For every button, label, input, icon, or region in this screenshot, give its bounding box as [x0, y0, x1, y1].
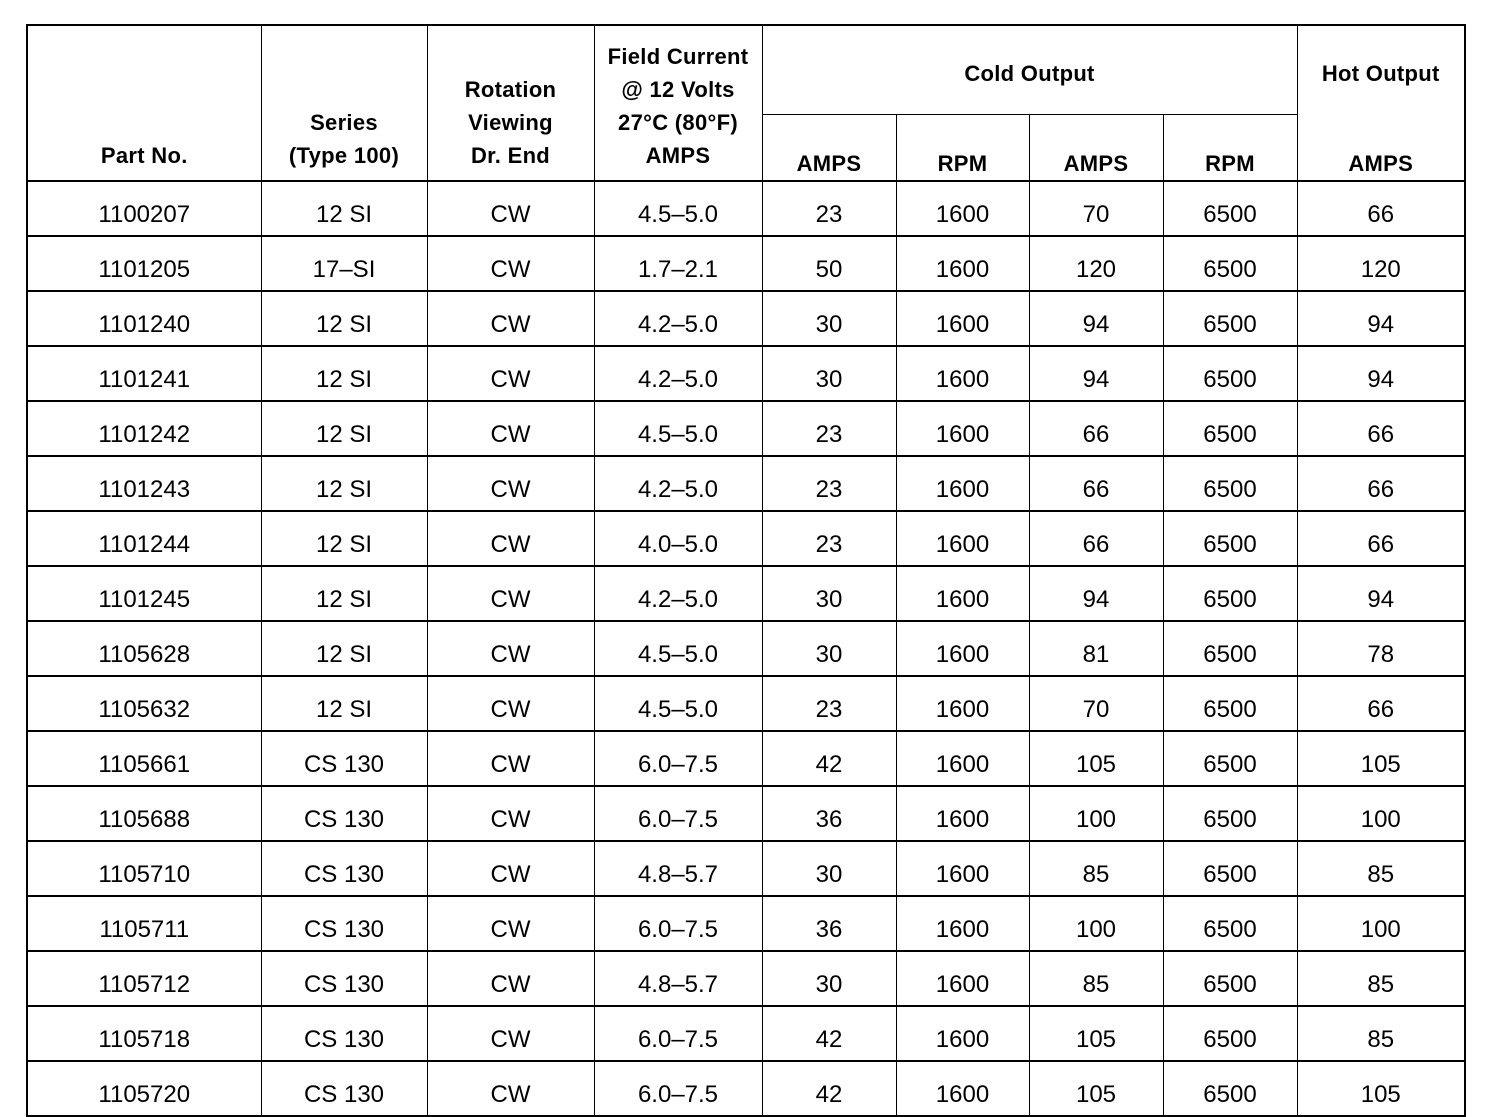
- cell-cold-amps-1: 36: [762, 786, 896, 841]
- table-row: [27, 291, 1465, 346]
- cell-hot-amps: 105: [1297, 731, 1465, 786]
- cell-rotation: CW: [427, 291, 594, 346]
- cell-cold-rpm-1: 1600: [896, 401, 1029, 456]
- header-hot-output: Hot Output: [1297, 25, 1465, 115]
- cell-cold-rpm-1: 1600: [896, 841, 1029, 896]
- cell-cold-amps-2: 120: [1029, 236, 1163, 291]
- cell-hot-amps: 78: [1297, 621, 1465, 676]
- cell-cold-rpm-1: 1600: [896, 346, 1029, 401]
- cell-cold-amps-1: 30: [762, 951, 896, 1006]
- cell-cold-rpm-1: 1600: [896, 181, 1029, 236]
- cell-cold-amps-1: 23: [762, 676, 896, 731]
- table-row: [27, 566, 1465, 621]
- table-row: [27, 676, 1465, 731]
- cell-rotation: CW: [427, 676, 594, 731]
- cell-field-current: 4.5–5.0: [594, 401, 762, 456]
- header-cold-amps-2: AMPS: [1029, 115, 1163, 182]
- cell-series: 12 SI: [261, 566, 427, 621]
- cell-field-current: 4.8–5.7: [594, 841, 762, 896]
- table-row: [27, 731, 1465, 786]
- cell-rotation: CW: [427, 1061, 594, 1116]
- cell-cold-rpm-1: 1600: [896, 731, 1029, 786]
- cell-rotation: CW: [427, 786, 594, 841]
- table-row: [27, 346, 1465, 401]
- cell-part-no: 1101241: [27, 346, 261, 401]
- cell-field-current: 4.0–5.0: [594, 511, 762, 566]
- cell-series: 12 SI: [261, 401, 427, 456]
- cell-series: CS 130: [261, 951, 427, 1006]
- cell-cold-rpm-2: 6500: [1163, 841, 1297, 896]
- cell-cold-rpm-2: 6500: [1163, 401, 1297, 456]
- cell-series: 12 SI: [261, 676, 427, 731]
- cell-part-no: 1105628: [27, 621, 261, 676]
- cell-cold-amps-1: 42: [762, 731, 896, 786]
- cell-part-no: 1101243: [27, 456, 261, 511]
- cell-cold-amps-2: 70: [1029, 181, 1163, 236]
- table-row: [27, 401, 1465, 456]
- cell-cold-amps-1: 23: [762, 401, 896, 456]
- cell-cold-amps-2: 70: [1029, 676, 1163, 731]
- cell-rotation: CW: [427, 456, 594, 511]
- header-rotation: Rotation Viewing Dr. End: [427, 25, 594, 181]
- cell-part-no: 1101244: [27, 511, 261, 566]
- cell-part-no: 1101245: [27, 566, 261, 621]
- cell-rotation: CW: [427, 841, 594, 896]
- cell-cold-amps-2: 85: [1029, 841, 1163, 896]
- cell-rotation: CW: [427, 401, 594, 456]
- cell-cold-rpm-1: 1600: [896, 951, 1029, 1006]
- cell-series: CS 130: [261, 896, 427, 951]
- cell-hot-amps: 66: [1297, 456, 1465, 511]
- cell-cold-amps-2: 81: [1029, 621, 1163, 676]
- cell-field-current: 4.2–5.0: [594, 456, 762, 511]
- cell-cold-amps-2: 94: [1029, 346, 1163, 401]
- cell-hot-amps: 94: [1297, 346, 1465, 401]
- cell-rotation: CW: [427, 346, 594, 401]
- header-series: Series (Type 100): [261, 25, 427, 181]
- cell-cold-amps-2: 105: [1029, 1006, 1163, 1061]
- header-cold-amps-1: AMPS: [762, 115, 896, 182]
- cell-series: CS 130: [261, 786, 427, 841]
- cell-hot-amps: 66: [1297, 676, 1465, 731]
- cell-part-no: 1105661: [27, 731, 261, 786]
- cell-rotation: CW: [427, 1006, 594, 1061]
- cell-hot-amps: 105: [1297, 1061, 1465, 1116]
- cell-field-current: 4.2–5.0: [594, 346, 762, 401]
- cell-hot-amps: 66: [1297, 401, 1465, 456]
- cell-series: 12 SI: [261, 181, 427, 236]
- cell-cold-rpm-1: 1600: [896, 236, 1029, 291]
- cell-part-no: 1105710: [27, 841, 261, 896]
- cell-series: 17–SI: [261, 236, 427, 291]
- cell-hot-amps: 85: [1297, 841, 1465, 896]
- cell-cold-amps-2: 105: [1029, 731, 1163, 786]
- cell-part-no: 1101240: [27, 291, 261, 346]
- cell-field-current: 4.8–5.7: [594, 951, 762, 1006]
- table-row: [27, 896, 1465, 951]
- cell-series: 12 SI: [261, 291, 427, 346]
- cell-part-no: 1105718: [27, 1006, 261, 1061]
- cell-rotation: CW: [427, 731, 594, 786]
- cell-cold-amps-1: 42: [762, 1061, 896, 1116]
- cell-cold-rpm-2: 6500: [1163, 566, 1297, 621]
- cell-part-no: 1105712: [27, 951, 261, 1006]
- cell-cold-rpm-1: 1600: [896, 786, 1029, 841]
- cell-cold-rpm-2: 6500: [1163, 951, 1297, 1006]
- cell-cold-amps-2: 105: [1029, 1061, 1163, 1116]
- cell-cold-amps-1: 23: [762, 511, 896, 566]
- cell-field-current: 6.0–7.5: [594, 896, 762, 951]
- header-field-current: Field Current @ 12 Volts 27°C (80°F) AMPS: [594, 25, 762, 181]
- cell-field-current: 1.7–2.1: [594, 236, 762, 291]
- cell-cold-amps-1: 23: [762, 181, 896, 236]
- cell-series: 12 SI: [261, 621, 427, 676]
- table-row: [27, 181, 1465, 236]
- cell-series: CS 130: [261, 1006, 427, 1061]
- cell-field-current: 4.2–5.0: [594, 566, 762, 621]
- cell-hot-amps: 66: [1297, 181, 1465, 236]
- cell-cold-rpm-1: 1600: [896, 621, 1029, 676]
- cell-hot-amps: 85: [1297, 1006, 1465, 1061]
- cell-field-current: 4.5–5.0: [594, 621, 762, 676]
- cell-series: CS 130: [261, 731, 427, 786]
- cell-cold-rpm-2: 6500: [1163, 786, 1297, 841]
- cell-part-no: 1101242: [27, 401, 261, 456]
- cell-cold-rpm-1: 1600: [896, 896, 1029, 951]
- table-row: [27, 1061, 1465, 1116]
- cell-rotation: CW: [427, 951, 594, 1006]
- cell-cold-amps-1: 42: [762, 1006, 896, 1061]
- cell-series: 12 SI: [261, 456, 427, 511]
- cell-cold-rpm-2: 6500: [1163, 676, 1297, 731]
- cell-series: 12 SI: [261, 511, 427, 566]
- table-row: [27, 511, 1465, 566]
- cell-cold-rpm-2: 6500: [1163, 731, 1297, 786]
- cell-field-current: 4.5–5.0: [594, 676, 762, 731]
- cell-part-no: 1105688: [27, 786, 261, 841]
- cell-part-no: 1105711: [27, 896, 261, 951]
- cell-cold-amps-1: 30: [762, 621, 896, 676]
- cell-field-current: 6.0–7.5: [594, 786, 762, 841]
- cell-rotation: CW: [427, 236, 594, 291]
- cell-field-current: 6.0–7.5: [594, 1006, 762, 1061]
- cell-cold-amps-1: 23: [762, 456, 896, 511]
- cell-cold-rpm-2: 6500: [1163, 346, 1297, 401]
- cell-cold-rpm-1: 1600: [896, 511, 1029, 566]
- cell-cold-amps-1: 36: [762, 896, 896, 951]
- cell-cold-rpm-1: 1600: [896, 566, 1029, 621]
- cell-hot-amps: 100: [1297, 786, 1465, 841]
- cell-cold-amps-1: 30: [762, 346, 896, 401]
- alternator-spec-table: [26, 24, 1466, 1117]
- header-part-no: Part No.: [27, 25, 261, 181]
- cell-cold-rpm-1: 1600: [896, 1061, 1029, 1116]
- cell-rotation: CW: [427, 896, 594, 951]
- cell-rotation: CW: [427, 621, 594, 676]
- cell-cold-amps-2: 66: [1029, 456, 1163, 511]
- table-row: [27, 621, 1465, 676]
- cell-cold-amps-2: 94: [1029, 566, 1163, 621]
- cell-cold-rpm-2: 6500: [1163, 181, 1297, 236]
- cell-cold-amps-2: 66: [1029, 511, 1163, 566]
- cell-cold-rpm-2: 6500: [1163, 236, 1297, 291]
- cell-field-current: 4.5–5.0: [594, 181, 762, 236]
- cell-field-current: 6.0–7.5: [594, 731, 762, 786]
- table-row: [27, 841, 1465, 896]
- header-hot-amps: AMPS: [1297, 115, 1465, 182]
- table-body: [27, 181, 1465, 1116]
- cell-cold-rpm-1: 1600: [896, 456, 1029, 511]
- cell-series: CS 130: [261, 1061, 427, 1116]
- cell-series: 12 SI: [261, 346, 427, 401]
- cell-cold-amps-2: 94: [1029, 291, 1163, 346]
- cell-cold-rpm-1: 1600: [896, 291, 1029, 346]
- cell-cold-rpm-2: 6500: [1163, 1006, 1297, 1061]
- cell-hot-amps: 94: [1297, 566, 1465, 621]
- cell-hot-amps: 120: [1297, 236, 1465, 291]
- cell-rotation: CW: [427, 566, 594, 621]
- cell-hot-amps: 85: [1297, 951, 1465, 1006]
- cell-cold-amps-1: 30: [762, 841, 896, 896]
- table-row: [27, 786, 1465, 841]
- table-row: [27, 236, 1465, 291]
- table-row: [27, 1006, 1465, 1061]
- table-row: [27, 456, 1465, 511]
- cell-hot-amps: 94: [1297, 291, 1465, 346]
- cell-cold-rpm-2: 6500: [1163, 896, 1297, 951]
- header-cold-rpm-1: RPM: [896, 115, 1029, 182]
- cell-cold-amps-1: 50: [762, 236, 896, 291]
- cell-cold-rpm-2: 6500: [1163, 1061, 1297, 1116]
- cell-part-no: 1101205: [27, 236, 261, 291]
- cell-rotation: CW: [427, 511, 594, 566]
- cell-cold-amps-1: 30: [762, 566, 896, 621]
- cell-part-no: 1100207: [27, 181, 261, 236]
- cell-cold-amps-2: 100: [1029, 786, 1163, 841]
- cell-field-current: 4.2–5.0: [594, 291, 762, 346]
- cell-cold-rpm-2: 6500: [1163, 291, 1297, 346]
- cell-hot-amps: 66: [1297, 511, 1465, 566]
- table-row: [27, 951, 1465, 1006]
- cell-cold-rpm-1: 1600: [896, 676, 1029, 731]
- cell-part-no: 1105632: [27, 676, 261, 731]
- cell-cold-amps-2: 100: [1029, 896, 1163, 951]
- cell-cold-rpm-2: 6500: [1163, 511, 1297, 566]
- cell-cold-rpm-2: 6500: [1163, 456, 1297, 511]
- cell-series: CS 130: [261, 841, 427, 896]
- header-cold-rpm-2: RPM: [1163, 115, 1297, 182]
- cell-rotation: CW: [427, 181, 594, 236]
- cell-part-no: 1105720: [27, 1061, 261, 1116]
- cell-field-current: 6.0–7.5: [594, 1061, 762, 1116]
- cell-hot-amps: 100: [1297, 896, 1465, 951]
- cell-cold-amps-1: 30: [762, 291, 896, 346]
- cell-cold-rpm-2: 6500: [1163, 621, 1297, 676]
- cell-cold-rpm-1: 1600: [896, 1006, 1029, 1061]
- cell-cold-amps-2: 85: [1029, 951, 1163, 1006]
- cell-cold-amps-2: 66: [1029, 401, 1163, 456]
- header-cold-output: Cold Output: [762, 25, 1297, 115]
